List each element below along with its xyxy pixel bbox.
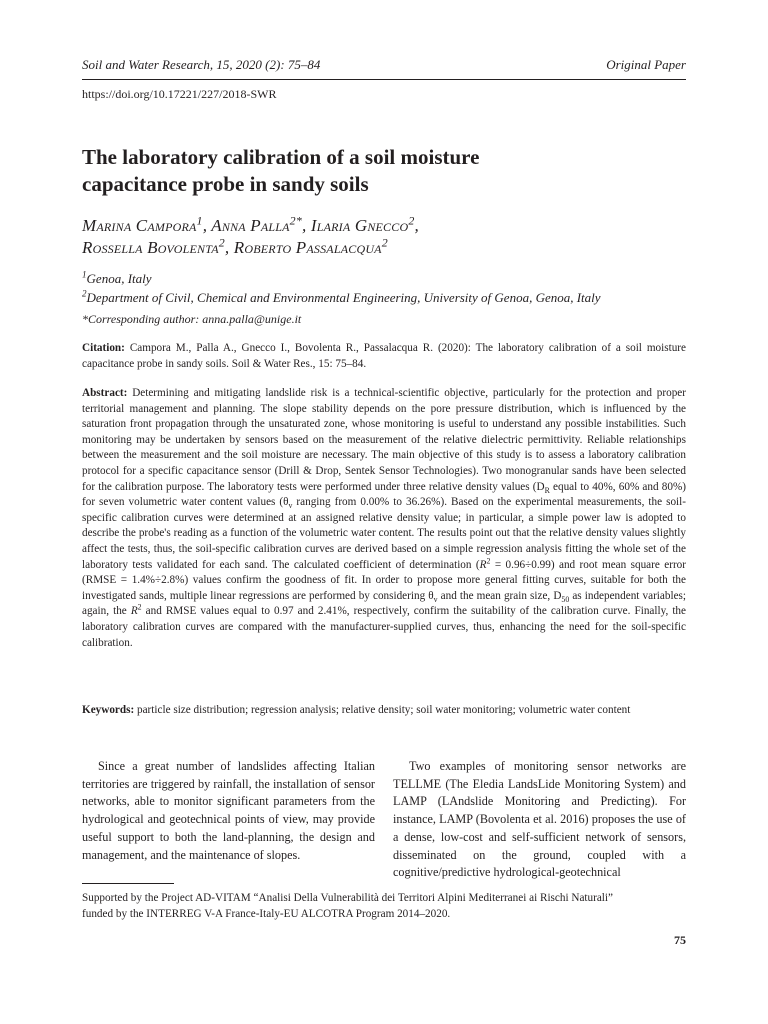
paper-page bbox=[82, 0, 686, 1024]
abstract-text: and the mean grain size, D bbox=[437, 589, 562, 602]
abstract-label: Abstract: bbox=[82, 387, 128, 399]
doi-link[interactable]: https://doi.org/10.17221/227/2018-SWR bbox=[82, 87, 277, 101]
abstract-block bbox=[82, 386, 686, 651]
author-name: Ilaria Gnecco bbox=[310, 216, 409, 235]
funding-footnote bbox=[82, 890, 686, 922]
abstract-text: as independent variables; again, the bbox=[82, 589, 686, 618]
superscript: 2 bbox=[137, 602, 142, 612]
author-name: Roberto Passalacqua bbox=[233, 238, 382, 257]
abstract-text: Determining and mitigating landslide risk is a technical-scientific objective, particularly for the protection and proper territorial management and planning. The slope stability depends on the pore pressure distribution, which is influenced by the saturation front propagation through the unsaturated zone, whose monitoring is useful to understand any possible instabilities. Such monitoring may be undertaken by sensors based on the measurement of the relative dielectric permittivity. Reliable relationships between the measurement and the soil moisture are necessary. The main objective of this study is to assess a laboratory calibration protocol for a specific capacitance sensor (Drill & Drop, Sentek Sensor Technologies). Two monogranular sands have been selected for the calibration purpose. The laboratory tests were performed under three relative density values (D bbox=[82, 387, 686, 493]
keywords-text: particle size distribution; regression analysis; relative density; soil water monitoring; volumetric water content bbox=[134, 704, 631, 716]
citation-label: Citation: bbox=[82, 342, 125, 354]
subscript: v bbox=[433, 594, 438, 604]
title-line-1: The laboratory calibration of a soil moisture bbox=[82, 145, 480, 169]
superscript: 2 bbox=[486, 555, 491, 565]
author-name: Anna Palla bbox=[211, 216, 290, 235]
corresponding-author: *Corresponding author: anna.palla@unige.it bbox=[82, 312, 302, 326]
affiliation-marker: 2 bbox=[218, 235, 225, 250]
keywords-block bbox=[82, 703, 686, 719]
body-column-right: Two examples of monitoring sensor networks are TELLME (The Eledia LandsLide Monitoring System) and LAMP (LAndslide Monitoring and Predicting). For instance, LAMP (Bovolenta et al. 2016) proposes the use of a dense, low-cost and self-sufficient network of sensors, disseminated on the ground, coupled with a cognitive/predictive hydrological-geotechnical bbox=[393, 759, 686, 880]
affiliation-text: Genoa, Italy bbox=[86, 271, 152, 286]
affiliation-marker: 2 bbox=[381, 235, 388, 250]
r-squared-symbol: R bbox=[130, 605, 138, 618]
keywords-label: Keywords: bbox=[82, 704, 135, 716]
corresponding-marker: * bbox=[295, 213, 302, 228]
citation-block bbox=[82, 341, 686, 372]
author-list: Marina Campora$^1$, Anna Palla$^{2*}$, Ilaria Gnecco$^2$, Rossella Bovolenta$^2$, Roberto Passalacqua$^2$ bbox=[82, 213, 419, 257]
subscript: 50 bbox=[561, 594, 570, 604]
affiliation-number: 2 bbox=[289, 213, 296, 228]
affiliation-marker bbox=[290, 213, 302, 227]
affiliation-2 bbox=[82, 289, 601, 307]
affiliation-marker: 2 bbox=[408, 213, 415, 228]
citation-text: Campora M., Palla A., Gnecco I., Bovolenta R., Passalacqua R. (2020): The laboratory calibration of a soil moisture capacitance probe in sandy soils. Soil & Water Res., 15: 75–84. bbox=[82, 342, 686, 370]
subscript: R bbox=[544, 485, 550, 495]
running-header bbox=[82, 57, 686, 75]
body-column-left: Since a great number of landslides affecting Italian territories are triggered by rainfall, the installation of sensor networks, able to monitor significant parameters from the hydrological and geotechnical points of view, may provide useful support to both the land-planning, the design and management, and the maintenance of slopes. bbox=[82, 759, 375, 862]
r-squared-symbol: R bbox=[479, 558, 487, 571]
footnote-line-2: funded by the INTERREG V-A France-Italy-EU ALCOTRA Program 2014–2020. bbox=[82, 908, 451, 920]
footnote-line-1: Supported by the Project AD-VITAM “Analisi Della Vulnerabilità dei Territori Alpini Mediterranei ai Rischi Naturali” bbox=[82, 892, 613, 904]
header-rule bbox=[82, 79, 686, 80]
abstract-text: = 0.96÷0.99) and root mean square error (RMSE = 1.4%÷2.8%) values confirm the goodness of fit. In order to propose more general fitting curves, suitable for both the investigated sands, multiple linear regressions are performed by considering θ bbox=[82, 558, 686, 602]
abstract-text: and RMSE values equal to 0.97 and 2.41%, respectively, confirm the suitability of the calibration curve. Finally, the laboratory calibration curves are compared with the manufacturer-supplied curves, thus, enhancing the need for the soil-specific calibration. bbox=[82, 605, 686, 649]
affiliation-marker: 1 bbox=[196, 213, 203, 228]
author-name: Rossella Bovolenta bbox=[82, 238, 219, 257]
page-number: 75 bbox=[674, 933, 686, 947]
journal-citation: Soil and Water Research, 15, 2020 (2): 75–84 bbox=[82, 57, 321, 72]
affiliation-number: 2 bbox=[82, 288, 87, 299]
article-type: Original Paper bbox=[606, 57, 686, 72]
abstract-text: equal to 40%, 60% and 80%) for seven volumetric water content values (θ bbox=[82, 480, 686, 509]
author-name: Marina Campora bbox=[82, 216, 197, 235]
abstract-text: ranging from 0.00% to 36.26%). Based on the experimental measurements, the soil-specific calibration curves were determined at an assigned relative density value; in particular, a simple power law is adopted to describe the probe's reading as a function of the volumetric water content. The results point out that the relative density values slightly affect the tests, thus, the soil-specific calibration curves are derived based on a simple regression analysis fitting the whole set of the laboratory tests validated for each sand. The calculated coefficient of determination ( bbox=[82, 496, 686, 571]
affiliation-1 bbox=[82, 270, 152, 288]
footnote-rule bbox=[82, 883, 174, 884]
title-line-2: capacitance probe in sandy soils bbox=[82, 172, 369, 196]
subscript: v bbox=[288, 501, 293, 511]
paper-title bbox=[82, 144, 686, 198]
affiliation-number: 1 bbox=[82, 269, 87, 280]
affiliation-text: Department of Civil, Chemical and Environmental Engineering, University of Genoa, Genoa, Italy bbox=[86, 290, 601, 305]
